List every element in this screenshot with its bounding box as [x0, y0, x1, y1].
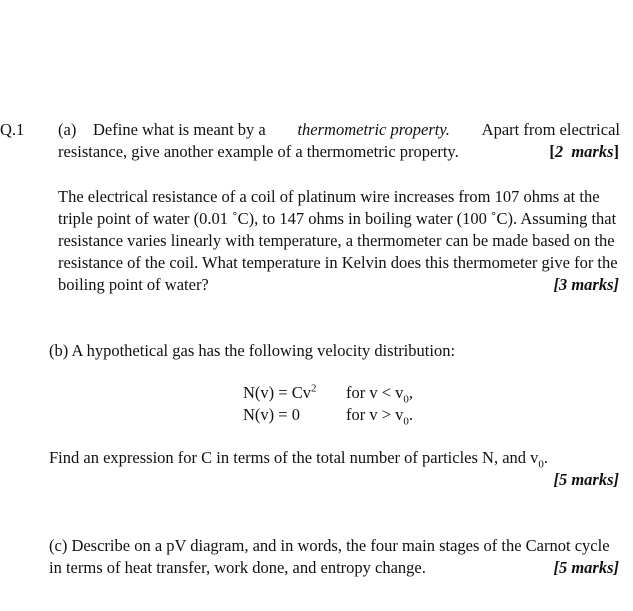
part-c-line2: in terms of heat transfer, work done, and entropy change.	[49, 558, 426, 577]
paragraph-line: The electrical resistance of a coil of platinum wire increases from 107 ohms at the	[58, 187, 600, 206]
part-a-label: (a)	[58, 120, 77, 139]
part-c-line1: (c) Describe on a pV diagram, and in words, the four main stages of the Carnot cycle	[49, 536, 610, 555]
part-a-term: thermometric property.	[297, 120, 450, 139]
equation-2: N(v) = 0	[243, 405, 300, 424]
part-c-marks: [5 marks]	[553, 558, 619, 577]
part-b-intro: (b) A hypothetical gas has the following velocity distribution:	[49, 341, 456, 360]
part-a-marks-2: [3 marks]	[553, 275, 619, 294]
part-a-line2: resistance, give another example of a thermometric property.	[58, 142, 459, 161]
equation-1: $N(v) = Cv^2$	[243, 382, 317, 402]
equation-1-condition: for $v < v_0$,	[346, 383, 414, 406]
paragraph-line: resistance of the coil. What temperature in Kelvin does this thermometer give for the	[58, 253, 618, 272]
part-b-marks: [5 marks]	[553, 470, 619, 489]
equation-2-condition: for $v > v_0$.	[346, 405, 414, 428]
part-a-intro-end: Apart from electrical	[481, 120, 620, 139]
part-b-find: Find an expression for C in terms of the total number of particles N, and $v_0$.	[49, 448, 549, 471]
paragraph-line: boiling point of water?	[58, 275, 209, 294]
paragraph-line: triple point of water (0.01 ˚C), to 147 ohms in boiling water (100 ˚C). Assuming that	[58, 209, 617, 228]
part-a-paragraph2	[58, 186, 620, 296]
paragraph-line: resistance varies linearly with temperature, a thermometer can be made based on the	[58, 231, 615, 250]
part-a-marks: [2 marks]	[549, 142, 619, 161]
question-number: Q.1	[0, 120, 25, 139]
part-a-line1	[93, 119, 620, 141]
part-a-intro: Define what is meant by a	[93, 120, 266, 139]
